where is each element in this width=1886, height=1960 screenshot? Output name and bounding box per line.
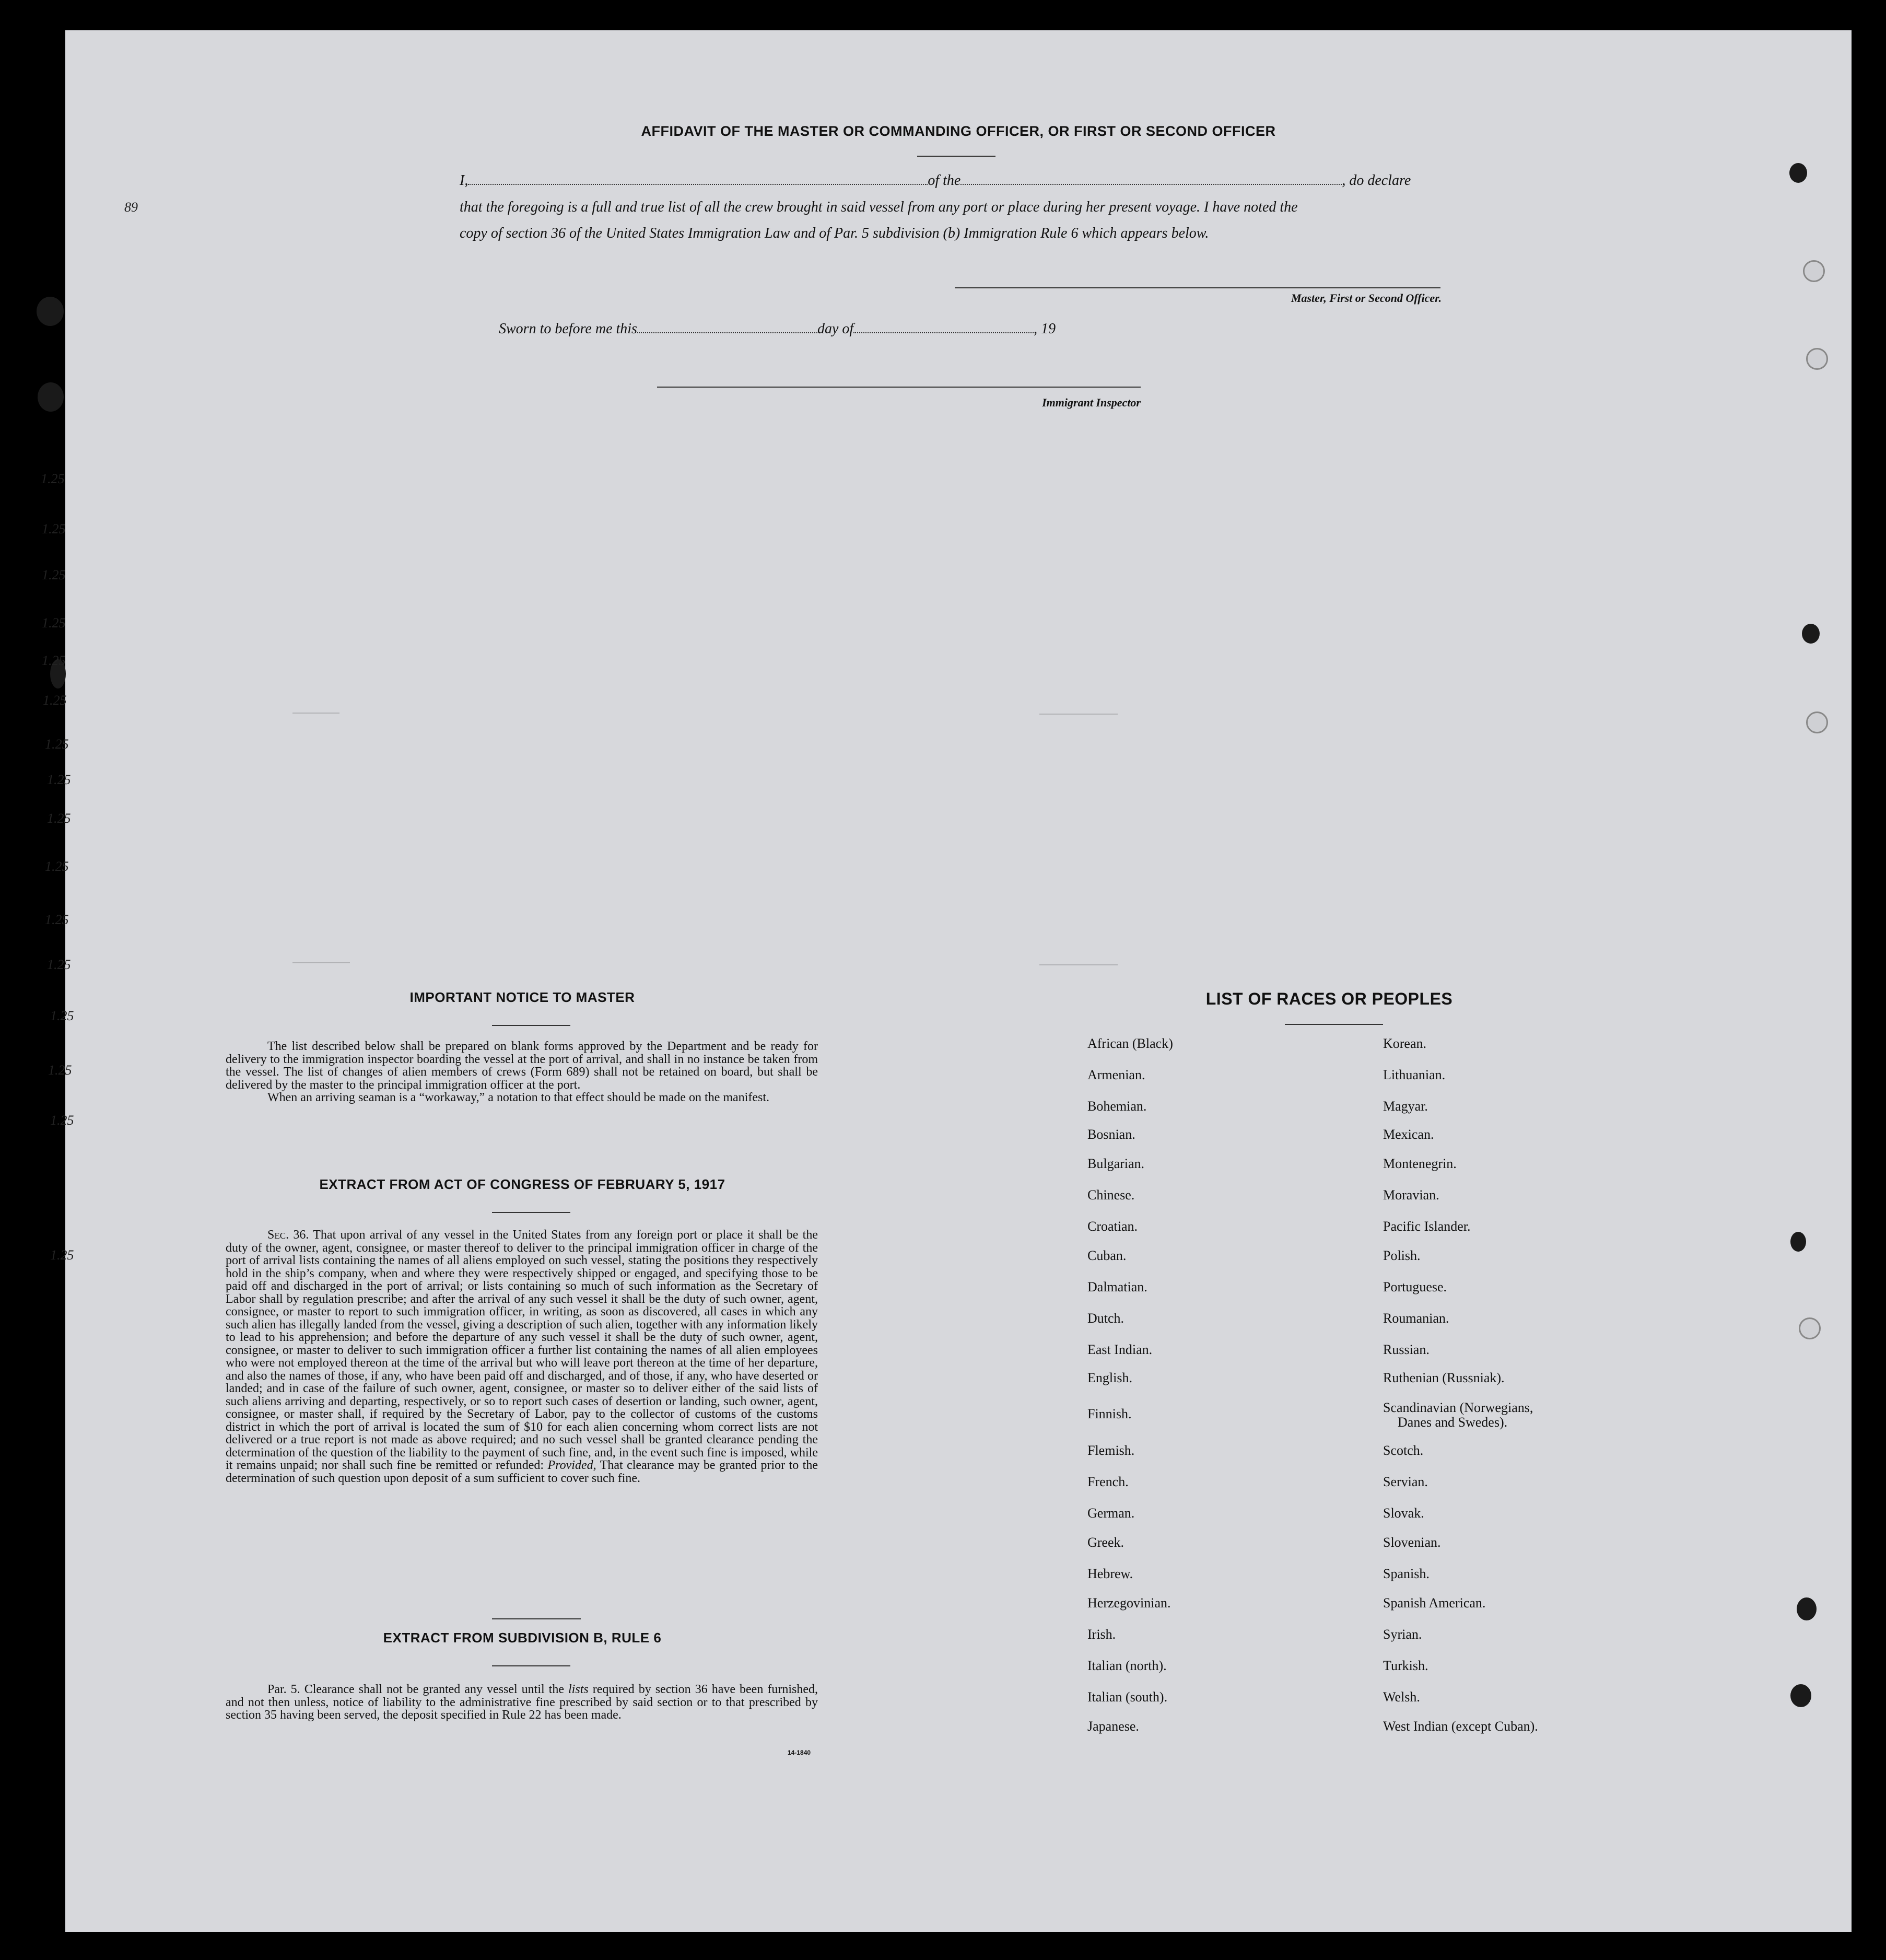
show-through-mark (1039, 964, 1118, 965)
notice-divider (492, 1025, 570, 1026)
inspector-label: Immigrant Inspector (1042, 396, 1141, 409)
margin-mark: 1.25 (42, 615, 66, 631)
affidavit-line-2: that the foregoing is a full and true list of all the crew brought in said vessel from any port or place during her present voyage. I have noted the (460, 199, 1298, 215)
race-item: Irish. (1087, 1627, 1116, 1642)
race-item: East Indian. (1087, 1342, 1153, 1357)
race-item: Slovak. (1383, 1506, 1424, 1521)
notice-paragraph-1: The list described below shall be prepared on blank forms approved by the Department and be ready for delivery to the immigration inspector boarding the vessel at the port of arrival, and shall in no instance be taken from the vessel. The list of changes of alien members of crews (Form 689) shall not be retained on board, but shall be delivered by the master to the principal immigration officer at the port. (226, 1040, 818, 1092)
race-item: German. (1087, 1506, 1135, 1521)
notice-title: IMPORTANT NOTICE TO MASTER (409, 989, 635, 1005)
act-extract-body (226, 1229, 818, 1485)
binder-hole (1803, 626, 1814, 640)
inspector-signature-line[interactable] (657, 387, 1141, 388)
race-item: Greek. (1087, 1535, 1124, 1550)
race-item-continuation: Danes and Swedes). (1398, 1415, 1508, 1430)
race-item: West Indian (except Cuban). (1383, 1719, 1538, 1734)
binder-hole (1797, 1597, 1817, 1620)
affidavit-title: AFFIDAVIT OF THE MASTER OR COMMANDING OFFICER, OR FIRST OR SECOND OFFICER (641, 123, 1276, 139)
margin-mark: 1.25 (47, 772, 71, 787)
punch-hole (1806, 348, 1828, 370)
sec-36-text (226, 1229, 818, 1485)
day-of-label: day of (817, 321, 854, 337)
race-item: Servian. (1383, 1474, 1428, 1489)
race-item: Montenegrin. (1383, 1156, 1457, 1171)
declarant-name-field[interactable] (468, 172, 928, 185)
margin-mark: 1.25 (42, 567, 66, 582)
margin-mark: 1.25 (50, 1113, 74, 1128)
master-signature-label: Master, First or Second Officer. (1291, 291, 1442, 305)
race-item: Spanish American. (1383, 1595, 1486, 1611)
show-through-mark (1039, 714, 1118, 715)
race-item: Scotch. (1383, 1443, 1424, 1458)
margin-mark: 1.25 (50, 1247, 74, 1263)
margin-mark: 1.25 (45, 912, 69, 927)
race-item: Bosnian. (1087, 1127, 1135, 1142)
race-item: Bohemian. (1087, 1099, 1147, 1114)
race-item: English. (1087, 1370, 1132, 1385)
margin-mark: 1.25 (47, 811, 71, 826)
race-item: Mexican. (1383, 1127, 1434, 1142)
races-divider (1285, 1024, 1383, 1025)
race-item: Dutch. (1087, 1311, 1124, 1326)
race-item: Polish. (1383, 1248, 1421, 1263)
races-title: LIST OF RACES OR PEOPLES (1205, 989, 1453, 1008)
race-item: Japanese. (1087, 1719, 1139, 1734)
margin-mark: 1.25 (43, 693, 67, 708)
race-item: French. (1087, 1474, 1129, 1489)
binder-hole (1790, 1684, 1811, 1707)
act-extract-divider (492, 1212, 570, 1213)
race-item: African (Black) (1087, 1036, 1173, 1051)
race-item: Spanish. (1383, 1566, 1430, 1581)
race-item: Moravian. (1383, 1187, 1439, 1203)
race-item: Finnish. (1087, 1406, 1132, 1421)
margin-mark: 1.25 (45, 737, 69, 752)
affidavit-line-3: copy of section 36 of the United States Immigration Law and of Par. 5 subdivision (b) Immigration Rule 6 which appears below. (460, 225, 1209, 241)
race-item: Magyar. (1383, 1099, 1428, 1114)
race-item: Dalmatian. (1087, 1279, 1147, 1294)
race-item: Bulgarian. (1087, 1156, 1145, 1171)
binder-hole (38, 382, 64, 412)
race-item: Russian. (1383, 1342, 1430, 1357)
title-divider (917, 156, 995, 157)
race-item: Herzegovinian. (1087, 1595, 1171, 1611)
race-item: Hebrew. (1087, 1566, 1133, 1581)
race-item: Lithuanian. (1383, 1067, 1446, 1082)
race-item: Korean. (1383, 1036, 1427, 1051)
race-item: Italian (north). (1087, 1658, 1167, 1673)
sworn-day-field[interactable] (637, 321, 817, 333)
rule-extract-title: EXTRACT FROM SUBDIVISION B, RULE 6 (383, 1630, 662, 1646)
race-item: Turkish. (1383, 1658, 1428, 1673)
race-item: Pacific Islander. (1383, 1219, 1471, 1234)
document-page (65, 30, 1852, 1932)
lists-word: lists (568, 1683, 589, 1696)
margin-mark: 89 (124, 200, 138, 215)
punch-hole (1799, 1317, 1821, 1339)
of-the-label: of the (928, 172, 961, 189)
vessel-name-field[interactable] (960, 172, 1342, 185)
rule-extract-divider (492, 1618, 581, 1619)
race-item: Portuguese. (1383, 1279, 1447, 1294)
race-item: Croatian. (1087, 1219, 1138, 1234)
race-item: Roumanian. (1383, 1311, 1449, 1326)
sworn-line (499, 321, 1152, 337)
race-item: Flemish. (1087, 1443, 1135, 1458)
par-5-text (226, 1683, 818, 1722)
notice-body (226, 1040, 818, 1104)
declarant-prefix: I, (460, 172, 468, 189)
race-item: Armenian. (1087, 1067, 1145, 1082)
margin-mark: 1.25 (47, 957, 71, 972)
race-item: Italian (south). (1087, 1689, 1168, 1705)
margin-mark: 1.25 (50, 1008, 74, 1023)
race-item: Cuban. (1087, 1248, 1127, 1263)
master-signature-line[interactable] (955, 287, 1440, 288)
race-item: Scandinavian (Norwegians, (1383, 1400, 1533, 1415)
notice-paragraph-2: When an arriving seaman is a “workaway,” a notation to that effect should be made on the manifest. (267, 1091, 769, 1104)
par-5-before: Par. 5. Clearance shall not be granted any vessel until the (267, 1683, 564, 1696)
sworn-year-label: , 19 (1034, 321, 1056, 337)
par-5-after: required by section 36 have been furnished, and not then unless, notice of liability to the administrative fine prescribed by said section or to that prescribed by section 35 having been served, the deposit specified in Rule 22 has been made. (226, 1683, 818, 1722)
punch-hole (1806, 711, 1828, 733)
punch-hole (1803, 260, 1825, 282)
race-item: Welsh. (1383, 1689, 1420, 1705)
race-item: Slovenian. (1383, 1535, 1441, 1550)
show-through-mark (292, 713, 339, 714)
show-through-mark (292, 962, 350, 963)
margin-mark: 1.25 (41, 471, 65, 486)
binder-hole (1789, 163, 1807, 183)
act-extract-title: EXTRACT FROM ACT OF CONGRESS OF FEBRUARY 5, 1917 (319, 1176, 725, 1192)
race-item: Ruthenian (Russniak). (1383, 1370, 1505, 1385)
margin-mark: 1.25 (45, 859, 69, 874)
race-item: Syrian. (1383, 1627, 1422, 1642)
binder-hole (37, 297, 64, 326)
sec-36-body: That upon arrival of any vessel in the United States from any foreign port or place it shall be the duty of the owner, agent, consignee, or master thereof to deliver to the principal immigration officer in charge of the port of arrival lists containing the names of all aliens employed on such vessel, stating the positions they respectively hold in the ship’s company, when and where they were respectively shipped or engaged, and specifying those to be paid off and discharged in the port of arrival; or lists containing so much of such information as the Secretary of Labor shall by regulation prescribe; and after the arrival of any such vessel it shall be the duty of such owner, agent, consignee, or master to report to such immigration officer, in writing, as soon as discovered, all cases in which any such alien has illegally landed from the vessel, giving a description of such alien, together with any information likely to lead to his apprehension; and before the departure of any such vessel it shall be the duty of such owner, agent, consignee, or master to deliver to such immigration officer a further list containing the names of all alien employees who were not employed thereon at the time of the arrival but who will leave port thereon at the time of her departure, and also the names of those, if any, who have been paid off and discharged, and of those, if any, who have deserted or landed; and in case of the failure of such owner, agent, consignee, or master so to deliver either of the said lists of such aliens arriving and departing, respectively, or so to report such cases of desertion or landing, such owner, agent, consignee, or master shall, if required by the Secretary of Labor, pay to the collector of customs of the customs district in which the port of arrival is located the sum of $10 for each alien concerning whom correct lists are not delivered or a true report is not made as above required; and no such vessel shall be granted clearance pending the determination of the question of the liability to the payment of such fine, and, in the event such fine is imposed, while it remains unpaid; nor shall such fine be remitted or refunded: (226, 1228, 818, 1472)
rule-extract-body (226, 1683, 818, 1722)
affidavit-line-1 (460, 172, 1442, 189)
provided-label: Provided, (547, 1459, 596, 1472)
sworn-month-field[interactable] (853, 321, 1034, 333)
sec-label: Sec. 36. (267, 1228, 309, 1242)
binder-hole (1790, 1232, 1806, 1252)
sworn-prefix: Sworn to before me this (499, 321, 637, 337)
margin-mark: 1.25 (48, 1063, 72, 1078)
race-item: Chinese. (1087, 1187, 1135, 1203)
margin-mark: 1.25 (42, 521, 66, 536)
margin-mark: 1.25 (42, 653, 66, 668)
rule-extract-divider-bottom (492, 1665, 570, 1666)
declare-label: , do declare (1342, 172, 1411, 189)
form-code: 14-1840 (788, 1749, 811, 1756)
provided-text: That clearance may be granted prior to the determination of such question upon deposit of a sum sufficient to cover such fine. (226, 1459, 818, 1485)
